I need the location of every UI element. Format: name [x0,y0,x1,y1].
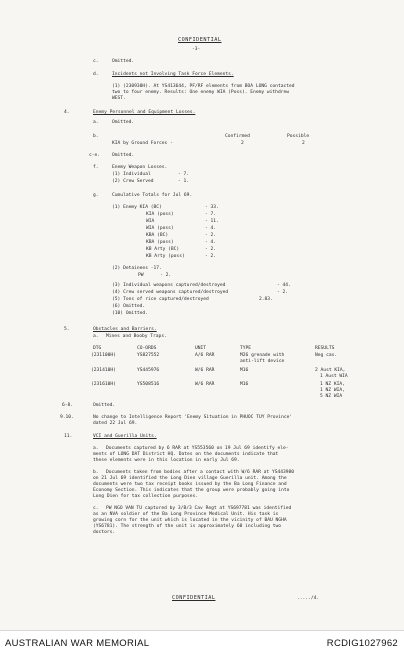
body-line: (YS6781). The strength of the unit is approximately 60 including two [93,524,282,529]
classification-footer: CONFIDENTIAL [172,595,216,601]
page-number: -3- [192,47,201,52]
cell-type: M16 [240,382,249,387]
body-line: Long Dien for tax collection purposes. [93,494,199,499]
col-header: TYPE [240,346,252,351]
body-line: (1) (230930H). At YS413644, PF/RF elements from BOA LONG contacted [112,84,295,89]
cell-dtg: (231610H) [91,382,116,387]
section-number: 11. [64,434,73,439]
total-label: WIA [146,219,155,224]
total-value: - 4. [205,226,217,231]
col-confirmed: Confirmed [225,134,250,139]
archive-id: RCDIG1027962 [326,638,398,649]
section-number: 4. [64,110,70,115]
section-number: 9.10. [60,415,74,420]
kia-label: KIA by Ground Forces - [112,141,173,146]
total-label: (4) Crew served weapons captured/destroyed [112,290,229,295]
next-page-marker: ...../4. [297,596,320,601]
total-value: - 2. [277,290,289,295]
item-letter: a. [93,334,99,339]
pw-line: PW - 2. [138,273,172,278]
col-header: UNIT [195,346,207,351]
body-line: Documents captured by 6 RAR at YS553560 on 19 Jul 69 identify ele- [106,446,289,451]
total-value: - 44. [277,283,291,288]
archive-name: AUSTRALIAN WAR MEMORIAL [5,638,150,649]
cell-type: M26 grenade with [240,353,285,358]
item-text: Omitted. [112,59,135,64]
weapon-label: (2) Crew Served [112,179,154,184]
weapon-label: (1) Individual [112,172,151,177]
body-line: Documents taken from bodies after a contact with W/6 RAR at YS443980 [106,470,295,475]
total-label: WIA (poss) [146,226,174,231]
body-line: two to four enemy. Results: One enemy WIA (Poss). Enemy withdrew [112,90,290,95]
cell-results: 2 Aust KIA, [315,368,346,373]
item-text: Cumulative Totals for Jul 69. [112,193,193,198]
item-letter: b. [93,470,99,475]
cell-coords: YS827552 [137,353,160,358]
total-label: (6) Omitted. [112,304,146,309]
body-line: No change to Intelligence Report 'Enemy Situation in PHUOC TUY Province' [93,415,293,420]
total-label: (3) Individual weapons captured/destroyed [112,283,226,288]
section-heading: Obstacles and Barriers. [93,327,157,332]
total-label: KB Arty (poss) [146,254,185,259]
item-letter: c-e. [89,153,101,158]
total-label: (10) Omitted. [112,311,148,316]
cell-coords: YS445976 [137,368,160,373]
total-value: - 2. [205,254,217,259]
section-heading: Enemy Personnel and Equipment Losses. [93,110,196,115]
total-value: - 11. [205,219,219,224]
total-value: - 33. [205,205,219,210]
total-value: 2.83. [259,297,273,302]
section-number: 5. [64,327,70,332]
cell-type: anti-lift device [240,359,285,364]
total-label: (1) Enemy KIA (BC) [112,205,162,210]
cell-coords: YS508516 [137,382,160,387]
kia-possible: 2 [302,141,305,146]
item-text: Mines and Booby Traps. [106,334,167,339]
body-line: ments of LONG DAT District HQ. Dates on the documents indicate that [93,452,279,457]
cell-results: Neg cas. [315,353,338,358]
cell-results: 1 NZ KIA, [320,382,345,387]
weapon-value: - 1. [178,179,190,184]
section-heading: Incidents not Involving Task Force Elements. [112,72,234,77]
total-label: KBA (BC) [146,233,169,238]
item-letter: c. [93,506,99,511]
body-line: on 21 Jul 69 identified the Long Dien village Guerilla unit. Among the [93,476,287,481]
total-value: - 2. [205,233,217,238]
item-letter: b. [93,134,99,139]
cell-dtg: (231410H) [91,368,116,373]
section-heading: VCI and Guerilla Units. [93,434,157,439]
col-possible: Possible [287,134,310,139]
item-letter: a. [93,120,99,125]
item-letter: g. [93,193,99,198]
item-text: Omitted. [112,153,135,158]
total-label: (5) Tons of rice captured/destroyed [112,297,209,302]
item-text: Enemy Weapon Losses. [112,165,168,170]
body-line: as an NVA soldier of the Ba Long Province Medical Unit. His task is [93,512,279,517]
body-line: dated 22 Jul 69. [93,421,138,426]
cell-type: M16 [240,368,249,373]
body-line: WEST. [112,96,126,101]
detainees-line: (2) Detainees -17. [112,266,162,271]
cell-results: 1 NZ WIA, [320,388,345,393]
total-label: KB Arty (BC) [146,247,180,252]
body-line: PW NGO VAN TU captured by 3/B/3 Cav Regt at YS697781 was identified [106,506,292,511]
archive-footer [0,630,404,655]
cell-unit: A/6 RAR [195,353,215,358]
item-text: Omitted. [93,403,116,408]
classification-header: CONFIDENTIAL [178,37,222,43]
total-label: KBA (poss) [146,240,174,245]
item-letter: a. [93,446,99,451]
cell-dtg: (231100H) [91,353,116,358]
body-line: these elements were in this location in early Jul 69. [93,458,240,463]
body-line: doctors. [93,530,116,535]
total-label: KIA (poss) [146,212,174,217]
cell-results: 5 NZ WIA [320,394,343,399]
item-letter: c. [93,59,99,64]
col-header: CO-ORDS [137,346,157,351]
body-line: Economy Section. This indicates that the group were probably going into [93,488,290,493]
body-line: documents were two tax receipt books issued by the Ba Long Finance and [93,482,287,487]
item-letter: f. [93,165,99,170]
body-line: growing corn for the unit which is located in the vicinity of BAU NGHA [93,518,287,523]
total-value: - 2. [205,247,217,252]
cell-unit: W/6 RAR [195,368,215,373]
total-value: - 4. [205,240,217,245]
section-number: 6-8. [62,403,74,408]
col-header: DTG [93,346,102,351]
item-letter: d. [93,72,99,77]
total-value: - 7. [205,212,217,217]
item-text: Omitted. [112,120,135,125]
kia-confirmed: 2 [241,141,244,146]
weapon-value: - 7. [178,172,190,177]
cell-unit: W/6 RAR [195,382,215,387]
col-header: RESULTS [315,346,335,351]
cell-results: 1 Aust WIA [320,374,348,379]
